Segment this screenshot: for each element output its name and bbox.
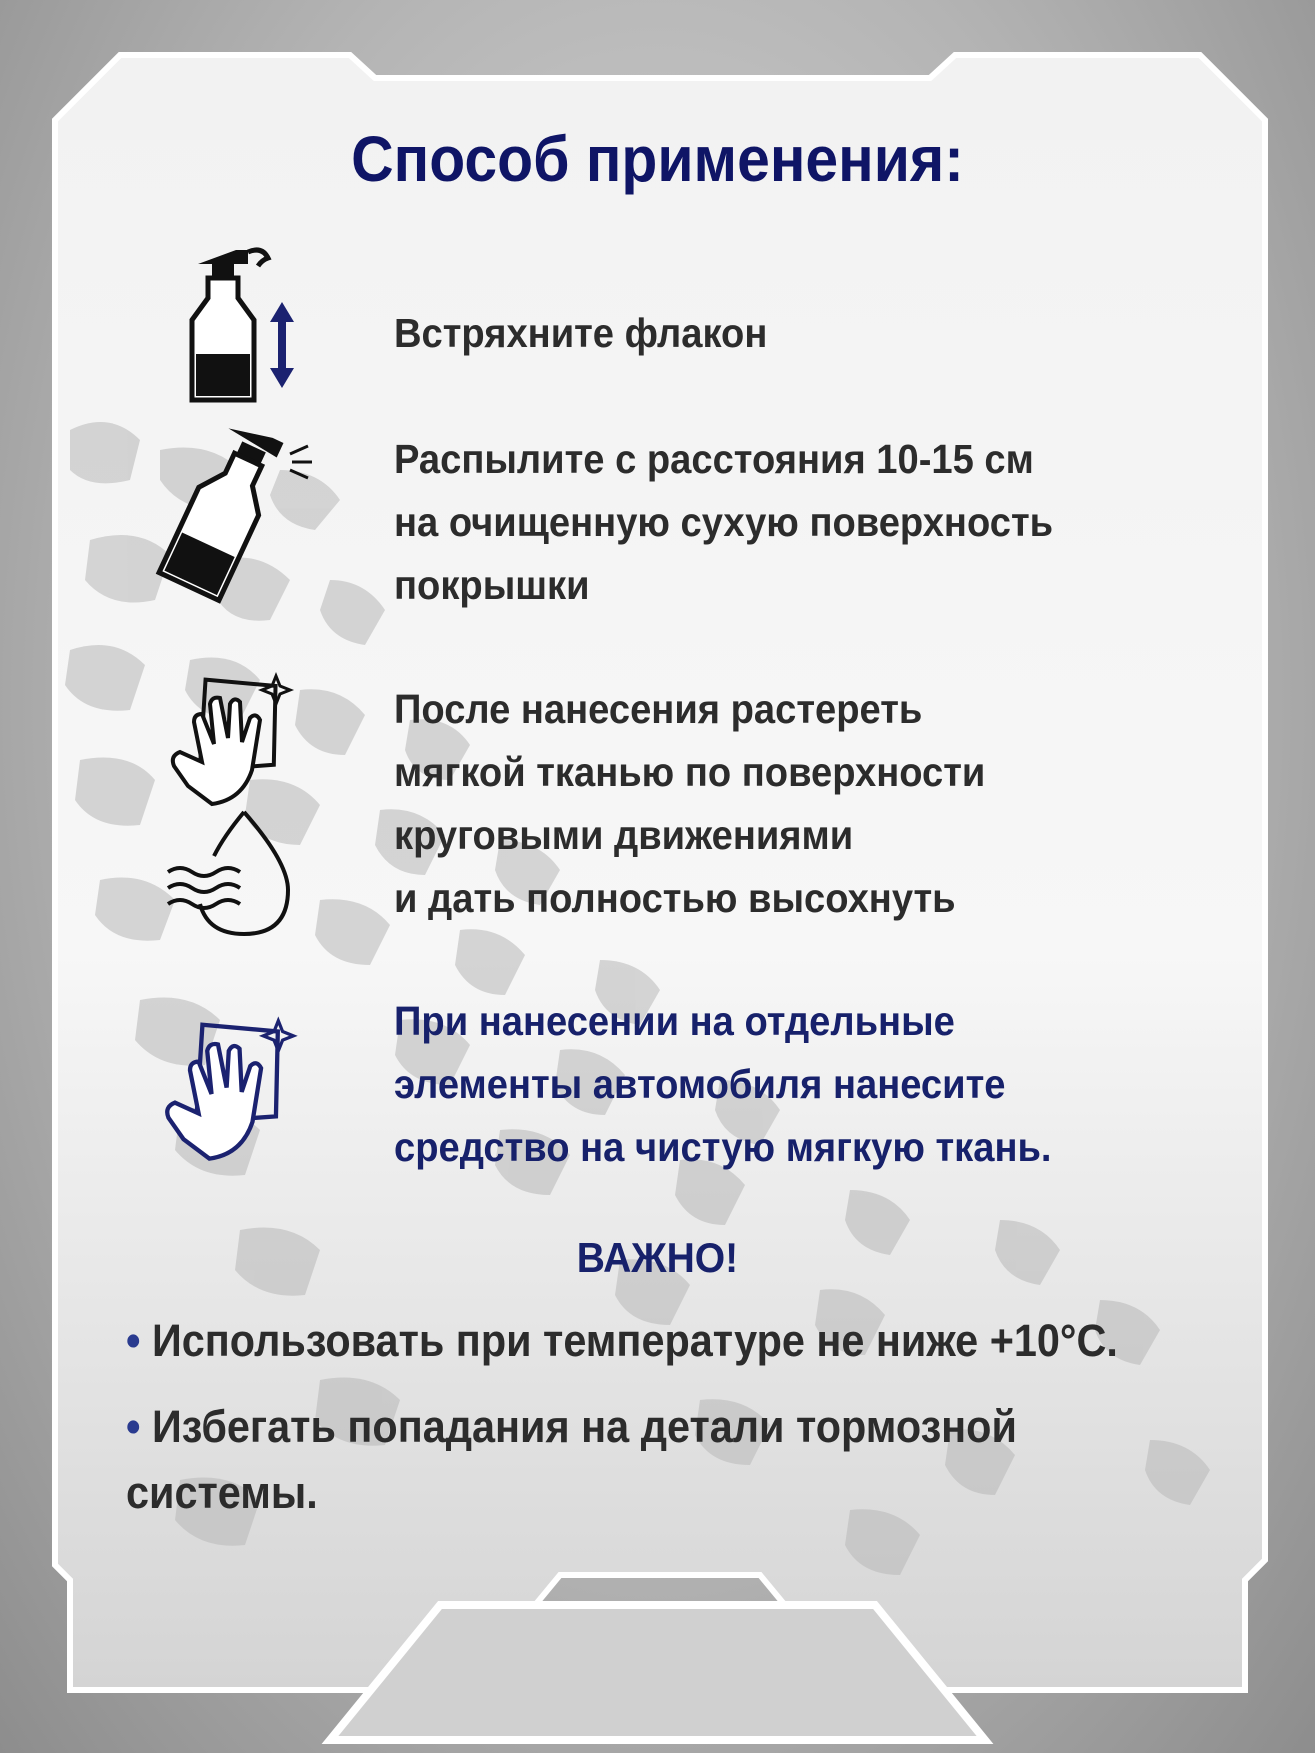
note-text: Использовать при температуре не ниже +10°С. <box>152 1315 1118 1366</box>
important-heading: ВАЖНО! <box>576 1234 739 1281</box>
note-text: Избегать попадания на детали тормозной системы. <box>126 1401 1017 1518</box>
step-text: Встряхните флакон <box>394 310 768 356</box>
wipe-cloth-blue-icon <box>162 1010 302 1150</box>
wipe-cloth-icon <box>168 666 298 796</box>
shake-bottle-icon <box>190 242 310 402</box>
bullet: • <box>126 1315 141 1366</box>
note-item <box>126 1308 1118 1374</box>
note-item <box>126 1394 1017 1526</box>
step-text: После нанесения растереть мягкой тканью по поверхности круговыми движениями и дать полностью высохнуть <box>394 686 986 921</box>
step-text-highlight: При нанесении на отдельные элементы автомобиля нанесите средство на чистую мягкую ткань. <box>394 998 1052 1170</box>
page-title: Способ применения: <box>351 123 964 195</box>
water-drop-icon <box>166 810 302 938</box>
bullet: • <box>126 1401 141 1452</box>
step-text: Распылите с расстояния 10-15 см на очищенную сухую поверхность покрышки <box>394 436 1054 608</box>
spray-bottle-icon <box>150 432 330 612</box>
